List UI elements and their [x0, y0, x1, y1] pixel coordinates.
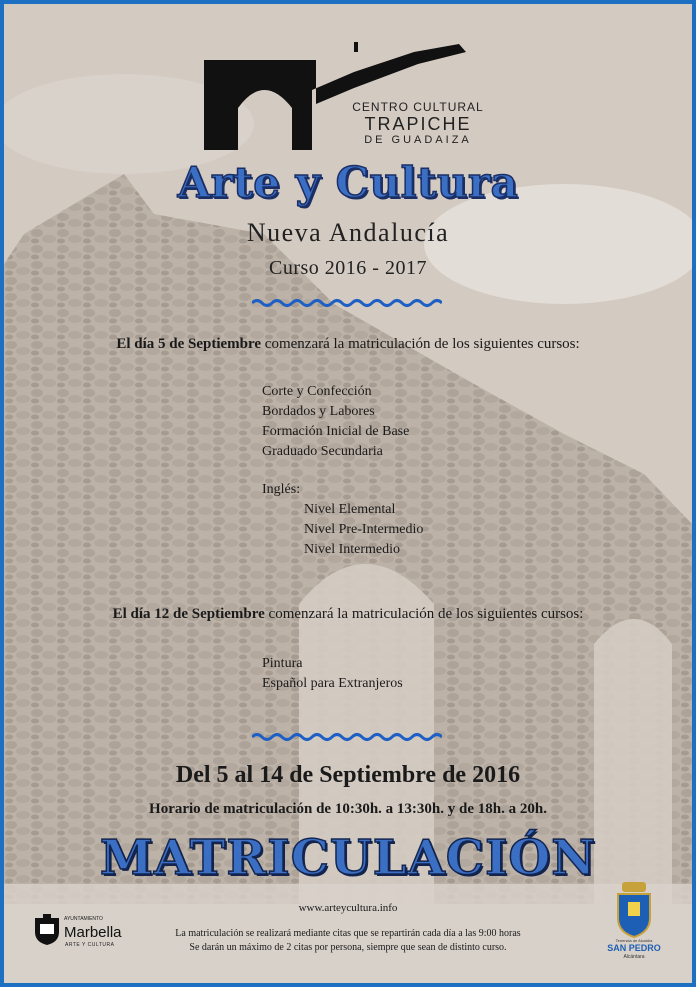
marbella-logo: [34, 912, 154, 952]
website-link[interactable]: www.arteycultura.info: [298, 902, 398, 914]
list-item: Formación Inicial de Base: [262, 424, 410, 439]
marbella-label-sub: ARTE Y CULTURA: [65, 942, 115, 948]
section1-intro: [4, 336, 692, 353]
san-pedro-label: SAN PEDRO: [607, 943, 661, 953]
section1-course-list: [262, 382, 423, 560]
footer-note-1: La matriculación se realizará mediante citas que se repartirán cada día a las 9:00 horas: [175, 928, 521, 939]
section2-intro: [4, 606, 692, 623]
ingles-label: Inglés:: [262, 482, 301, 497]
headline-matriculacion: MATRICULACIÓN: [99, 830, 597, 886]
center-line-1: CENTRO CULTURAL: [352, 100, 484, 114]
list-item: Pintura: [262, 656, 303, 671]
marbella-label: Marbella: [64, 924, 122, 941]
san-pedro-logo: [594, 882, 674, 962]
section2-date: El día 12 de Septiembre: [112, 606, 265, 622]
san-pedro-label-small: Tenencia de Alcaldía: [615, 938, 653, 943]
center-line-3: DE GUADAIZA: [364, 134, 472, 146]
list-item: Español para Extranjeros: [262, 676, 403, 691]
san-pedro-shield-icon: [616, 882, 652, 938]
poster-subtitle: Nueva Andalucía: [246, 218, 450, 247]
marbella-label-small: AYUNTAMIENTO: [64, 916, 103, 922]
footer-note-2: Se darán un máximo de 2 citas por persona, siempre que sean de distinto curso.: [189, 942, 507, 953]
section1-date: El día 5 de Septiembre: [116, 336, 262, 352]
list-item: Bordados y Labores: [262, 404, 375, 419]
list-item: Nivel Pre-Intermedio: [304, 522, 424, 537]
marbella-shield-icon: [34, 914, 60, 946]
san-pedro-label-sub: Alcántara: [623, 954, 645, 960]
center-line-2: TRAPICHE: [364, 114, 472, 134]
section2-text: comenzará la matriculación de los siguientes cursos:: [264, 606, 584, 622]
list-item: Corte y Confección: [262, 384, 372, 399]
list-item: Nivel Intermedio: [304, 542, 401, 557]
enrollment-dates: Del 5 al 14 de Septiembre de 2016: [175, 762, 521, 788]
wave-divider-icon: [252, 732, 442, 742]
list-item: Nivel Elemental: [304, 502, 396, 517]
enrollment-schedule: Horario de matriculación de 10:30h. a 13:30h. y de 18h. a 20h.: [149, 801, 547, 817]
section2-course-list: [262, 654, 403, 694]
list-item: Graduado Secundaria: [262, 444, 383, 459]
cultural-center-name: [348, 100, 488, 146]
poster-title: Arte y Cultura: [177, 158, 519, 207]
course-year: Curso 2016 - 2017: [269, 257, 427, 279]
wave-divider-icon: [252, 298, 442, 308]
section1-text: comenzará la matriculación de los siguientes cursos:: [261, 336, 580, 352]
